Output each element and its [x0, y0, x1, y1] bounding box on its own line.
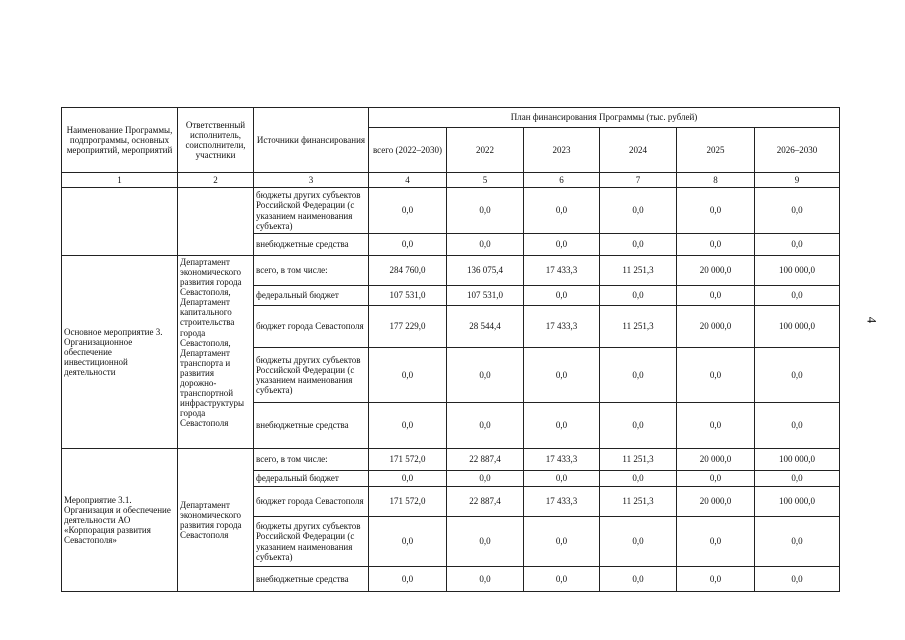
value-cell: 20 000,0: [677, 449, 755, 471]
value-cell: 0,0: [677, 234, 755, 256]
value-cell: 0,0: [524, 348, 600, 403]
index-cell: 7: [600, 173, 677, 188]
responsible-cell: [178, 188, 254, 256]
source-cell: внебюджетные средства: [254, 234, 369, 256]
value-cell: 0,0: [755, 234, 840, 256]
value-cell: 0,0: [369, 234, 447, 256]
value-cell: 0,0: [600, 567, 677, 592]
index-cell: 5: [447, 173, 524, 188]
value-cell: 11 251,3: [600, 306, 677, 348]
value-cell: 0,0: [600, 348, 677, 403]
source-cell: всего, в том числе:: [254, 256, 369, 286]
activity-name-cell: Мероприятие 3.1. Организация и обеспечение деятельности АО «Корпорация развития Севастополя»: [62, 449, 178, 592]
table-row: [62, 188, 840, 234]
value-cell: 11 251,3: [600, 256, 677, 286]
value-cell: 0,0: [524, 403, 600, 449]
value-cell: 17 433,3: [524, 487, 600, 517]
index-cell: 9: [755, 173, 840, 188]
value-cell: 0,0: [677, 517, 755, 567]
value-cell: 17 433,3: [524, 449, 600, 471]
value-cell: 0,0: [369, 188, 447, 234]
header-responsible: Ответственный исполнитель, соисполнители, участники: [178, 108, 254, 173]
value-cell: 0,0: [600, 471, 677, 487]
table-row: [62, 256, 840, 286]
header-row-1: [62, 108, 840, 128]
value-cell: 0,0: [677, 403, 755, 449]
value-cell: 0,0: [677, 471, 755, 487]
value-cell: 100 000,0: [755, 306, 840, 348]
activity-name-cell: Основное мероприятие 3. Организационное обеспечение инвестиционной деятельности: [62, 256, 178, 449]
value-cell: 0,0: [755, 471, 840, 487]
header-year: 2022: [447, 128, 524, 173]
value-cell: 11 251,3: [600, 449, 677, 471]
value-cell: 22 887,4: [447, 449, 524, 471]
value-cell: 0,0: [755, 286, 840, 306]
value-cell: 284 760,0: [369, 256, 447, 286]
value-cell: 171 572,0: [369, 449, 447, 471]
source-cell: бюджет города Севастополя: [254, 487, 369, 517]
financing-table: [61, 107, 840, 592]
value-cell: 171 572,0: [369, 487, 447, 517]
source-cell: бюджеты других субъектов Российской Федерации (с указанием наименования субъекта): [254, 188, 369, 234]
value-cell: 0,0: [755, 188, 840, 234]
value-cell: 0,0: [677, 188, 755, 234]
value-cell: 0,0: [447, 403, 524, 449]
index-cell: 1: [62, 173, 178, 188]
value-cell: 20 000,0: [677, 256, 755, 286]
value-cell: 0,0: [755, 517, 840, 567]
source-cell: внебюджетные средства: [254, 403, 369, 449]
value-cell: 0,0: [447, 234, 524, 256]
value-cell: 0,0: [677, 286, 755, 306]
value-cell: 0,0: [524, 567, 600, 592]
source-cell: федеральный бюджет: [254, 286, 369, 306]
value-cell: 11 251,3: [600, 487, 677, 517]
responsible-cell: Департамент экономического развития города Севастополя: [178, 449, 254, 592]
value-cell: 0,0: [369, 517, 447, 567]
value-cell: 17 433,3: [524, 306, 600, 348]
index-row: [62, 173, 840, 188]
value-cell: 0,0: [755, 567, 840, 592]
value-cell: 0,0: [524, 234, 600, 256]
index-cell: 4: [369, 173, 447, 188]
value-cell: 136 075,4: [447, 256, 524, 286]
value-cell: 0,0: [600, 286, 677, 306]
value-cell: 100 000,0: [755, 487, 840, 517]
source-cell: всего, в том числе:: [254, 449, 369, 471]
activity-name-cell: [62, 188, 178, 256]
source-cell: внебюджетные средства: [254, 567, 369, 592]
header-name: Наименование Программы, подпрограммы, основных мероприятий, мероприятий: [62, 108, 178, 173]
value-cell: 0,0: [524, 188, 600, 234]
value-cell: 0,0: [755, 348, 840, 403]
value-cell: 0,0: [369, 471, 447, 487]
value-cell: 0,0: [600, 403, 677, 449]
source-cell: бюджет города Севастополя: [254, 306, 369, 348]
source-cell: бюджеты других субъектов Российской Федерации (с указанием наименования субъекта): [254, 348, 369, 403]
header-sources: Источники финансирования: [254, 108, 369, 173]
value-cell: 0,0: [447, 348, 524, 403]
value-cell: 0,0: [524, 471, 600, 487]
value-cell: 0,0: [677, 348, 755, 403]
header-plan: План финансирования Программы (тыс. рублей): [369, 108, 840, 128]
value-cell: 0,0: [600, 188, 677, 234]
source-cell: федеральный бюджет: [254, 471, 369, 487]
value-cell: 0,0: [369, 403, 447, 449]
value-cell: 20 000,0: [677, 487, 755, 517]
value-cell: 0,0: [447, 567, 524, 592]
value-cell: 28 544,4: [447, 306, 524, 348]
value-cell: 0,0: [524, 517, 600, 567]
value-cell: 17 433,3: [524, 256, 600, 286]
value-cell: 0,0: [447, 471, 524, 487]
header-year: 2025: [677, 128, 755, 173]
value-cell: 0,0: [369, 567, 447, 592]
header-year: 2026–2030: [755, 128, 840, 173]
value-cell: 0,0: [755, 403, 840, 449]
table-row: [62, 449, 840, 471]
source-cell: бюджеты других субъектов Российской Федерации (с указанием наименования субъекта): [254, 517, 369, 567]
value-cell: 100 000,0: [755, 449, 840, 471]
value-cell: 107 531,0: [447, 286, 524, 306]
value-cell: 0,0: [677, 567, 755, 592]
value-cell: 0,0: [447, 188, 524, 234]
value-cell: 107 531,0: [369, 286, 447, 306]
page-number: 4: [864, 316, 880, 324]
header-year-total: всего (2022–2030): [369, 128, 447, 173]
value-cell: 0,0: [600, 234, 677, 256]
value-cell: 177 229,0: [369, 306, 447, 348]
index-cell: 2: [178, 173, 254, 188]
value-cell: 0,0: [369, 348, 447, 403]
value-cell: 22 887,4: [447, 487, 524, 517]
responsible-cell: Департамент экономического развития города Севастополя, Департамент капитального строительства города Севастополя, Департамент транспорта и развития дорожно-транспортной инфраструктуры города Севастополя: [178, 256, 254, 449]
index-cell: 8: [677, 173, 755, 188]
header-year: 2024: [600, 128, 677, 173]
header-year: 2023: [524, 128, 600, 173]
value-cell: 0,0: [524, 286, 600, 306]
value-cell: 20 000,0: [677, 306, 755, 348]
value-cell: 100 000,0: [755, 256, 840, 286]
value-cell: 0,0: [600, 517, 677, 567]
index-cell: 3: [254, 173, 369, 188]
value-cell: 0,0: [447, 517, 524, 567]
index-cell: 6: [524, 173, 600, 188]
table-body: [62, 188, 840, 592]
